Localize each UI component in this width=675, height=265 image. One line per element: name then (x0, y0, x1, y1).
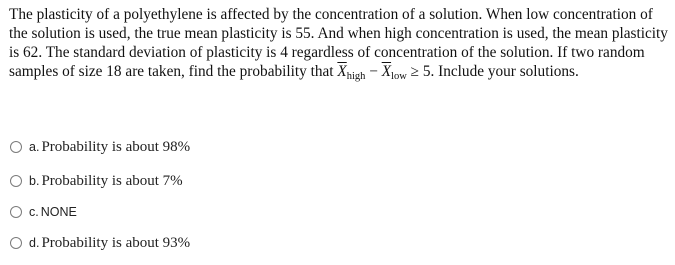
radio-button[interactable] (10, 206, 22, 218)
option-c[interactable] (10, 202, 77, 222)
option-a[interactable] (10, 137, 190, 157)
radio-button[interactable] (10, 175, 22, 187)
option-d[interactable] (10, 233, 190, 253)
xbar-high-symbol: $\overline{X}$ (337, 63, 347, 80)
option-letter: c. (29, 205, 39, 219)
option-label: Probability is about 7% (41, 172, 183, 189)
radio-button[interactable] (10, 237, 22, 249)
inequality: ≥ 5. (406, 63, 435, 80)
subscript-high: high (346, 71, 366, 82)
option-label: Probability is about 93% (41, 234, 191, 251)
option-letter: d. (29, 236, 40, 250)
question-body: The plasticity of a polyethylene is affected by the concentration of a solution. When low concentration of the solution is used, the true mean plasticity is 55. And when high concentration is used, the mean plasticity is 62. The standard deviation of plasticity is 4 regardless of concentration of the solution. If two random samples of size 18 are taken, find the probability that (9, 6, 668, 80)
xbar-low-symbol: $\overline{X}$ (381, 63, 392, 80)
radio-button[interactable] (10, 141, 22, 153)
option-letter: a. (29, 140, 40, 154)
question-tail: Include your solutions. (434, 63, 579, 80)
option-label: Probability is about 98% (41, 138, 191, 155)
option-b[interactable] (10, 171, 183, 191)
question-text (9, 5, 671, 86)
option-letter: b. (29, 174, 40, 188)
option-label: NONE (40, 205, 77, 219)
subscript-low: low (391, 71, 407, 82)
minus-sign: − (365, 63, 382, 80)
